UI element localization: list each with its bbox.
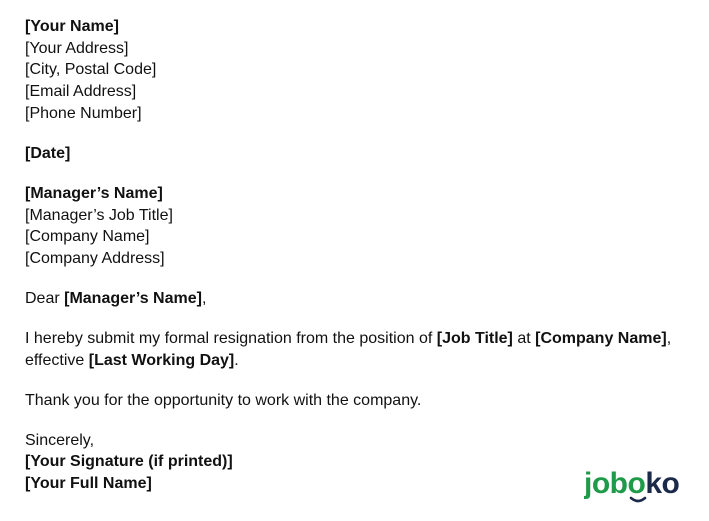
logo-part-ko: ko [645,467,680,500]
body-text-1: I hereby submit my formal resignation from the position of [25,329,437,347]
salutation-name: [Manager’s Name] [64,289,202,307]
last-working-day-placeholder: [Last Working Day] [88,351,235,369]
salutation [25,288,701,310]
recipient-company-address: [Company Address] [25,249,165,267]
body-text-3: , effective [25,329,672,369]
resignation-letter [25,16,701,495]
recipient-company: [Company Name] [25,228,150,246]
body-text-4: . [234,351,239,369]
letter-date: [Date] [25,144,71,162]
sender-phone: [Phone Number] [25,104,142,122]
joboko-logo [584,466,690,508]
body-paragraph-thanks: Thank you for the opportunity to work with the company. [25,391,422,409]
body-text-2: at [512,329,536,347]
closing-word: Sincerely, [25,431,95,449]
full-name-placeholder: [Your Full Name] [25,475,152,493]
joboko-logo-mark [584,466,690,508]
salutation-suffix: , [201,289,207,307]
recipient-name: [Manager’s Name] [25,184,163,202]
signature-placeholder: [Your Signature (if printed)] [25,453,233,471]
sender-address: [Your Address] [25,39,129,57]
svg-text:joboko [584,467,679,500]
body-paragraph-resignation [25,328,701,371]
recipient-job-title: [Manager’s Job Title] [25,206,173,224]
sender-name: [Your Name] [25,18,119,35]
company-name-placeholder: [Company Name] [535,329,667,347]
sender-city: [City, Postal Code] [25,61,157,79]
salutation-prefix: Dear [25,289,65,307]
logo-part-jobo: jobo [584,467,646,500]
job-title-placeholder: [Job Title] [436,329,513,347]
sender-email: [Email Address] [25,83,137,101]
